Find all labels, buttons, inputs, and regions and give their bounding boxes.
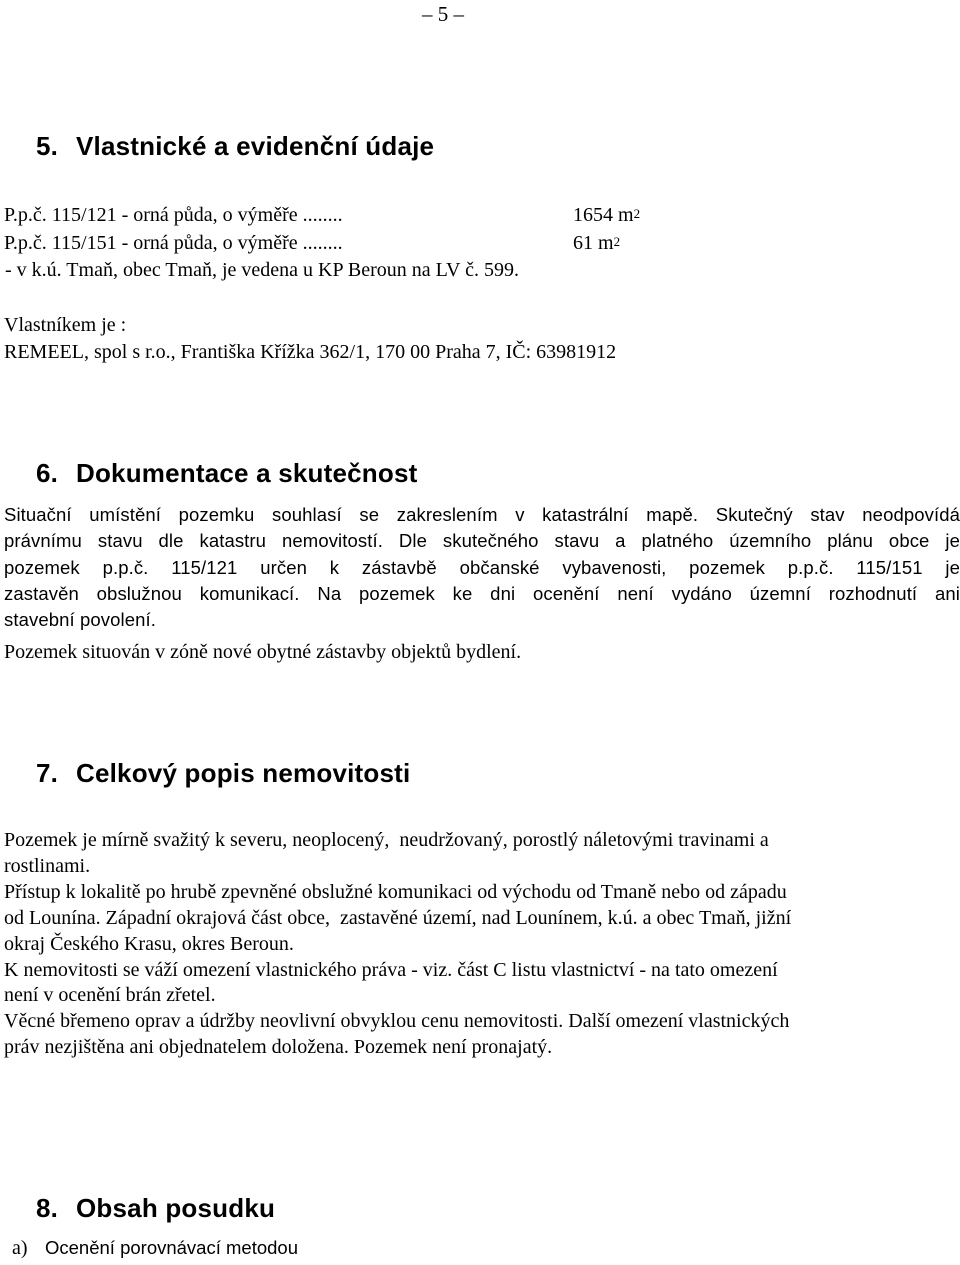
plot-2-area-exponent: 2: [613, 234, 621, 249]
section-6-line-4: zastavěn obslužnou komunikací. Na pozemek ke dni ocenění není vydáno územní rozhodnutí ani: [4, 582, 960, 604]
section-6-last-line: Pozemek situován v zóně nové obytné zástavby objektů bydlení.: [4, 641, 522, 663]
plot-1-area-exponent: 2: [633, 206, 641, 221]
section-8-item: [12, 1237, 298, 1260]
section-8-item-marker: a): [12, 1237, 28, 1259]
section-7-line-9: práv nezjištěna ani objednatelem doložena. Pozemek není pronajatý.: [4, 1036, 553, 1059]
section-7-line-7: není v ocenění brán zřetel.: [4, 984, 216, 1007]
section-8-heading: [36, 1193, 275, 1224]
section-7-line-8: Věcné břemeno oprav a údržby neovlivní obvyklou cenu nemovitosti. Další omezení vlastnických: [4, 1010, 790, 1033]
section-5-heading: [36, 131, 434, 162]
plot-2-area: 61 $m^2$: [573, 232, 621, 254]
page-number: – 5 –: [422, 2, 464, 26]
section-7-heading: [36, 758, 410, 789]
plot-1-area: 1654 $m^2$: [573, 204, 641, 226]
section-7-line-1: Pozemek je mírně svažitý k severu, neoplocený, neudržovaný, porostlý náletovými travinami a: [4, 829, 769, 851]
section-7-line-5: okraj Českého Krasu, okres Beroun.: [4, 932, 294, 955]
section-6-line-5: stavební povolení.: [4, 609, 156, 631]
section-6-title: Dokumentace a skutečnost: [76, 458, 418, 488]
plot-2-label: P.p.č. 115/151 - orná půda, o výměře ........: [4, 232, 343, 254]
section-7-line-3: Přístup k lokalitě po hrubě zpevněné obslužné komunikaci od východu od Tmaně nebo od západu: [4, 880, 787, 903]
section-6-paragraph: [4, 502, 960, 633]
section-6-line-3: pozemek p.p.č. 115/121 určen k zástavbě občanské vybavenosti, pozemek p.p.č. 115/151 je: [4, 556, 960, 578]
section-7-line-6: K nemovitosti se váží omezení vlastnického práva - viz. část C listu vlastnictví - na tato omezení: [4, 958, 778, 981]
section-7-line-2: rostlinami.: [4, 854, 91, 877]
section-6-line-1: Situační umístění pozemku souhlasí se zakreslením v katastrální mapě. Skutečný stav neodpovídá: [4, 504, 960, 525]
section-7-title: Celkový popis nemovitosti: [76, 758, 411, 788]
owner-line: REMEEL, spol s r.o., Františka Křížka 362/1, 170 00 Praha 7, IČ: 63981912: [4, 341, 617, 363]
section-8-number: 8.: [36, 1193, 59, 1223]
section-7-paragraph: [4, 828, 944, 1061]
section-8-title: Obsah posudku: [76, 1193, 276, 1223]
section-5-title: Vlastnické a evidenční údaje: [76, 131, 435, 161]
section-6-line-2: právnímu stavu dle katastru nemovitostí. Dle skutečného stavu a platného územního plánu obce je: [4, 530, 960, 552]
registry-line: - v k.ú. Tmaň, obec Tmaň, je vedena u KP Beroun na LV č. 599.: [0, 259, 519, 281]
section-7-line-4: od Lounína. Západní okrajová část obce, zastavěné území, nad Lounínem, k.ú. a obec Tmaň, jižní: [4, 906, 792, 929]
owner-label: Vlastníkem je :: [4, 314, 127, 336]
section-6-number: 6.: [36, 458, 59, 488]
section-8-item-text: Ocenění porovnávací metodou: [45, 1237, 298, 1258]
section-6-heading: [36, 458, 417, 489]
section-7-number: 7.: [36, 758, 59, 788]
section-5-number: 5.: [36, 131, 59, 161]
plot-1-label: P.p.č. 115/121 - orná půda, o výměře ........: [4, 204, 343, 226]
